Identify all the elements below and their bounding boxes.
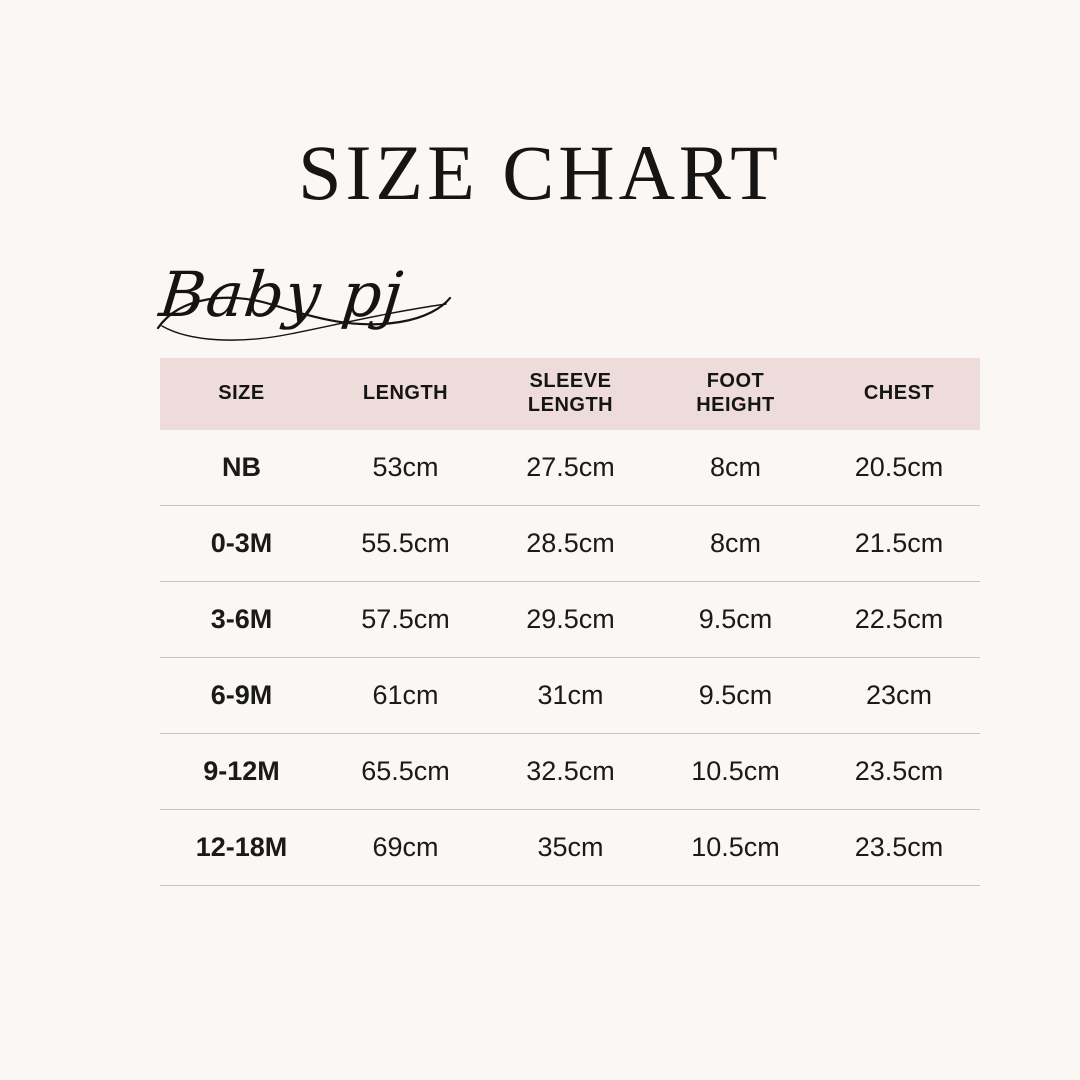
cell-length: 69cm — [323, 810, 488, 886]
cell-size: 3-6M — [160, 582, 323, 658]
cell-size: 6-9M — [160, 658, 323, 734]
table-row — [160, 430, 980, 506]
cell-sleeve: 35cm — [488, 810, 653, 886]
cell-sleeve: 28.5cm — [488, 506, 653, 582]
table-header-row — [160, 358, 980, 430]
product-name-script: Baby pj — [156, 258, 407, 331]
cell-length: 65.5cm — [323, 734, 488, 810]
column-header-foot-line2: HEIGHT — [696, 394, 775, 416]
cell-foot: 10.5cm — [653, 810, 818, 886]
column-header-foot-height — [653, 358, 818, 430]
column-header-sleeve-length — [488, 358, 653, 430]
cell-foot: 9.5cm — [653, 658, 818, 734]
cell-size: 9-12M — [160, 734, 323, 810]
cell-foot: 8cm — [653, 506, 818, 582]
page-title: SIZE CHART — [298, 129, 782, 216]
cell-size: 0-3M — [160, 506, 323, 582]
cell-length: 57.5cm — [323, 582, 488, 658]
cell-foot: 10.5cm — [653, 734, 818, 810]
column-header-size: SIZE — [160, 358, 323, 430]
cell-sleeve: 31cm — [488, 658, 653, 734]
cell-chest: 21.5cm — [818, 506, 980, 582]
cell-chest: 23.5cm — [818, 734, 980, 810]
cell-length: 53cm — [323, 430, 488, 506]
table-row — [160, 506, 980, 582]
size-table-container — [160, 358, 944, 886]
cell-length: 55.5cm — [323, 506, 488, 582]
cell-chest: 23cm — [818, 658, 980, 734]
cell-size: NB — [160, 430, 323, 506]
cell-sleeve: 32.5cm — [488, 734, 653, 810]
size-table — [160, 358, 980, 886]
cell-size: 12-18M — [160, 810, 323, 886]
table-header — [160, 358, 980, 430]
cell-foot: 8cm — [653, 430, 818, 506]
table-body — [160, 430, 980, 886]
table-row — [160, 658, 980, 734]
column-header-chest: CHEST — [818, 358, 980, 430]
cell-chest: 22.5cm — [818, 582, 980, 658]
table-row — [160, 582, 980, 658]
cell-foot: 9.5cm — [653, 582, 818, 658]
column-header-sleeve-line2: LENGTH — [527, 394, 614, 416]
column-header-foot-line1: FOOT — [706, 370, 765, 393]
column-header-sleeve-line1: SLEEVE — [529, 370, 612, 393]
column-header-length: LENGTH — [323, 358, 488, 430]
cell-length: 61cm — [323, 658, 488, 734]
cell-sleeve: 27.5cm — [488, 430, 653, 506]
cell-sleeve: 29.5cm — [488, 582, 653, 658]
cell-chest: 23.5cm — [818, 810, 980, 886]
cell-chest: 20.5cm — [818, 430, 980, 506]
table-row — [160, 734, 980, 810]
table-row — [160, 810, 980, 886]
